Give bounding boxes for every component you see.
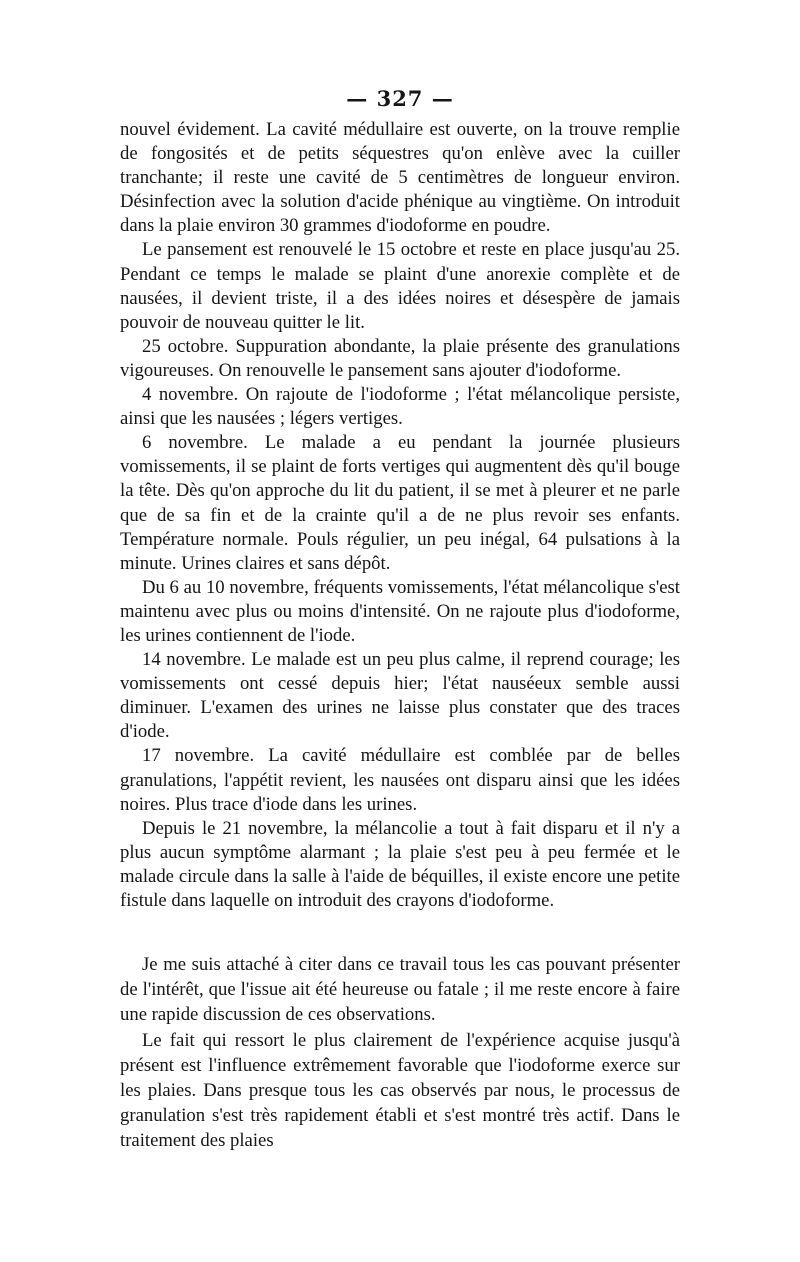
- paragraph-nov-6: 6 novembre. Le malade a eu pendant la journée plusieurs vomissements, il se plaint de forts vertiges qui augmentent dès qu'il bouge la tête. Dès qu'on approche du lit du patient, il se met à pleurer et ne parle que de sa fin et de la crainte qu'il a de ne plus revoir ses enfants. Température normale. Pouls régulier, un peu inégal, 64 pulsations à la minute. Urines claires et sans dépôt.: [120, 432, 680, 574]
- paragraph-oct-25: 25 octobre. Suppuration abondante, la plaie présente des granulations vigoureuses. On renouvelle le pansement sans ajouter d'iodoforme.: [120, 335, 680, 381]
- paragraph-nov-4: 4 novembre. On rajoute de l'iodoforme ; l'état mélancolique persiste, ainsi que les nausées ; légers vertiges.: [120, 384, 680, 430]
- paragraph-nov-14: 14 novembre. Le malade est un peu plus calme, il reprend courage; les vomissements ont cessé depuis hier; l'état nauséeux semble aussi diminuer. L'examen des urines ne laisse plus constater que des traces d'iode.: [120, 649, 680, 743]
- paragraph-conclusion: Le fait qui ressort le plus clairement de l'expérience acquise jusqu'à présent est l'influence extrêmement favorable que l'iodoforme exerce sur les plaies. Dans presque tous les cas observés par nous, le processus de granulation s'est très rapidement établi et s'est montré très actif. Dans le traitement des plaies: [120, 1029, 680, 1152]
- paragraph-nov-21: Depuis le 21 novembre, la mélancolie a tout à fait disparu et il n'y a plus aucun symptôme alarmant ; la plaie s'est peu à peu fermée et le malade circule dans la salle à l'aide de béquilles, il existe encore une petite fistule dans laquelle on introduit des crayons d'iodoforme.: [120, 817, 680, 911]
- page-number: — 327 —: [346, 86, 454, 111]
- paragraph-nov-17: 17 novembre. La cavité médullaire est comblée par de belles granulations, l'appétit revient, les nausées ont disparu ainsi que les idées noires. Plus trace d'iode dans les urines.: [120, 745, 680, 815]
- paragraph-nov-6-10: Du 6 au 10 novembre, fréquents vomissements, l'état mélancolique s'est maintenu avec plus ou moins d'intensité. On ne rajoute plus d'iodoforme, les urines contiennent de l'iode.: [120, 576, 680, 646]
- paragraph-author-note: Je me suis attaché à citer dans ce travail tous les cas pouvant présenter de l'intérêt, que l'issue ait été heureuse ou fatale ; il me reste encore à faire une rapide discussion de ces observations.: [120, 954, 680, 1026]
- paragraph-dressing-renewal: Le pansement est renouvelé le 15 octobre et reste en place jusqu'au 25. Pendant ce temps le malade se plaint d'une anorexie complète et de nausées, il devient triste, il a des idées noires et désespère de jamais pouvoir de nouveau quitter le lit.: [120, 239, 680, 333]
- paragraph-continuation: nouvel évidement. La cavité médullaire est ouverte, on la trouve remplie de fongosités et de petits séquestres qu'on enlève avec la cuiller tranchante; il reste une cavité de 5 centimètres de longueur environ. Désinfection avec la solution d'acide phénique au vingtième. On introduit dans la plaie environ 30 grammes d'iodoforme en poudre.: [120, 119, 680, 237]
- discussion-text: [120, 952, 680, 1154]
- observation-text: [120, 118, 680, 913]
